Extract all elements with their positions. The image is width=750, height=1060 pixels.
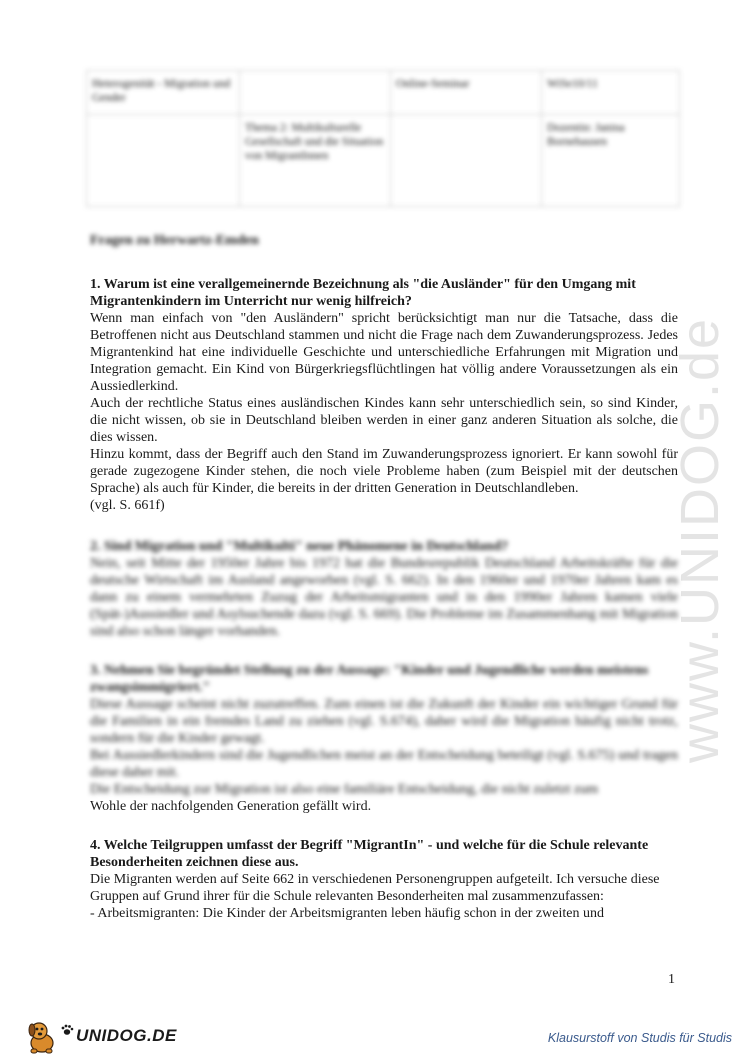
header-cell-lecturer: Dozentin: Janina Bornehausen — [542, 115, 680, 207]
answer-4-paragraph-1: Die Migranten werden auf Seite 662 in verschiedenen Personengruppen aufgeteilt. Ich versuche diese Gruppen auf Grund ihrer für die Schule relevanten Besonderheiten mal zusammenzufassen: — [90, 872, 660, 904]
answer-1-paragraph-1: Wenn man einfach von "den Ausländern" spricht berücksichtigt man nur die Tatsache, dass die Betroffenen nicht aus Deutschland stammen und nicht die Frage nach dem Zuwanderungsprozess. Jedes Migrantenkind hat eine individuelle Geschichte und unterschiedliche Erfahrungen mit Migration und Integration gemacht. Ein Kind von Bürgerkriegsflüchtlingen hat völlig andere Voraussetzungen als ein Aussiedlerkind. — [90, 311, 678, 394]
header-cell-semester: WiSe10/11 — [542, 71, 680, 115]
answer-3-paragraph-1: Diese Aussage scheint nicht zuzutreffen. Zum einen ist die Zukunft der Kinder ein wichtiger Grund für die Familien in ein fremdes Land zu ziehen (vgl. S.674), daher wird die Migration häufig nicht trotz, sondern für die Kinder gewagt. — [90, 697, 678, 746]
section-3-blurred — [90, 662, 678, 798]
dog-mascot-icon — [22, 1016, 62, 1056]
footer-slogan: Klausurstoff von Studis für Studis — [547, 1031, 732, 1045]
question-3: 3. Nehmen Sie begründet Stellung zu der Aussage: "Kinder und Jugendliche werden meistens zwangsimmigriert." — [90, 663, 649, 695]
answer-1-reference: (vgl. S. 661f) — [90, 498, 165, 513]
question-1: 1. Warum ist eine verallgemeinernde Bezeichnung als "die Ausländer" für den Umgang mit Migrantenkindern im Unterricht nur wenig hilfreich? — [90, 277, 636, 309]
section-2-blurred — [90, 538, 678, 640]
answer-3-paragraph-2: Bei Aussiedlerkindern sind die Jugendlichen meist an der Entscheidung beteiligt (vgl. S.675) und tragen diese daher mit. — [90, 748, 678, 780]
header-cell-empty-2 — [87, 115, 240, 207]
unidog-logo[interactable] — [22, 1016, 177, 1056]
header-cell-topic: Thema 2: Multikulturelle Gesellschaft und die Situation von MigrantInnen — [240, 115, 391, 207]
page-number: 1 — [668, 972, 675, 987]
answer-4-paragraph-2: - Arbeitsmigranten: Die Kinder der Arbeitsmigranten leben häufig schon in der zweiten und — [90, 906, 604, 921]
logo-text: UNIDOG.DE — [76, 1026, 177, 1045]
document-title: Fragen zu Herwartz-Emden — [90, 233, 259, 248]
answer-3-paragraph-3-clear: Wohle der nachfolgenden Generation gefällt wird. — [90, 799, 372, 814]
answer-1-paragraph-2: Auch der rechtliche Status eines ausländischen Kindes kann sehr unterschiedlich sein, so sind Kinder, die nicht wissen, ob sie in Deutschland bleiben werden in einer ganz anderen Situation als solche, die dies wissen. — [90, 396, 678, 445]
answer-3-paragraph-3: Die Entscheidung zur Migration ist also eine familiäre Entscheidung, die nicht zuletzt zum — [90, 782, 599, 797]
header-cell-empty-3 — [391, 115, 542, 207]
question-4: 4. Welche Teilgruppen umfasst der Begriff "MigrantIn" - und welche für die Schule relevante Besonderheiten zeichnen diese aus. — [90, 838, 649, 870]
answer-1-paragraph-3: Hinzu kommt, dass der Begriff auch den Stand im Zuwanderungsprozess ignoriert. Er kann sowohl für gerade zugezogene Kinder stehen, die noch viele Probleme haben (zum Beispiel mit der deutschen Sprache) als auch für Kinder, die bereits in der dritten Generation in Deutschlandleben. — [90, 447, 678, 496]
paw-icon — [60, 1023, 74, 1037]
header-cell-seminar: Online-Seminar — [391, 71, 542, 115]
watermark: www.UNIDOG.de — [670, 316, 730, 764]
document-body — [90, 232, 678, 922]
question-2: 2. Sind Migration und "Multikulti" neue Phänomene in Deutschland? — [90, 539, 509, 554]
header-cell-empty-1 — [240, 71, 391, 115]
header-table — [86, 70, 680, 207]
header-cell-course: Heterogenität - Migration und Gender — [87, 71, 240, 115]
answer-2-paragraph-1: Nein, seit Mitte der 1950er Jahre bis 1972 hat die Bundesrepublik Deutschland Arbeitskräfte für die deutsche Wirtschaft im Ausland angeworben (vgl. S. 662). In den 1960er und 1970er Jahren kam es dann zu einem vermehrten Zuzug der Arbeitsmigranten und in den 1990er Jahren kamen viele (Spät-)Aussiedler und Asylsuchende dazu (vgl. S. 669). Die Probleme im Zusammenhang mit Migration sind also schon länger vorhanden. — [90, 556, 678, 639]
